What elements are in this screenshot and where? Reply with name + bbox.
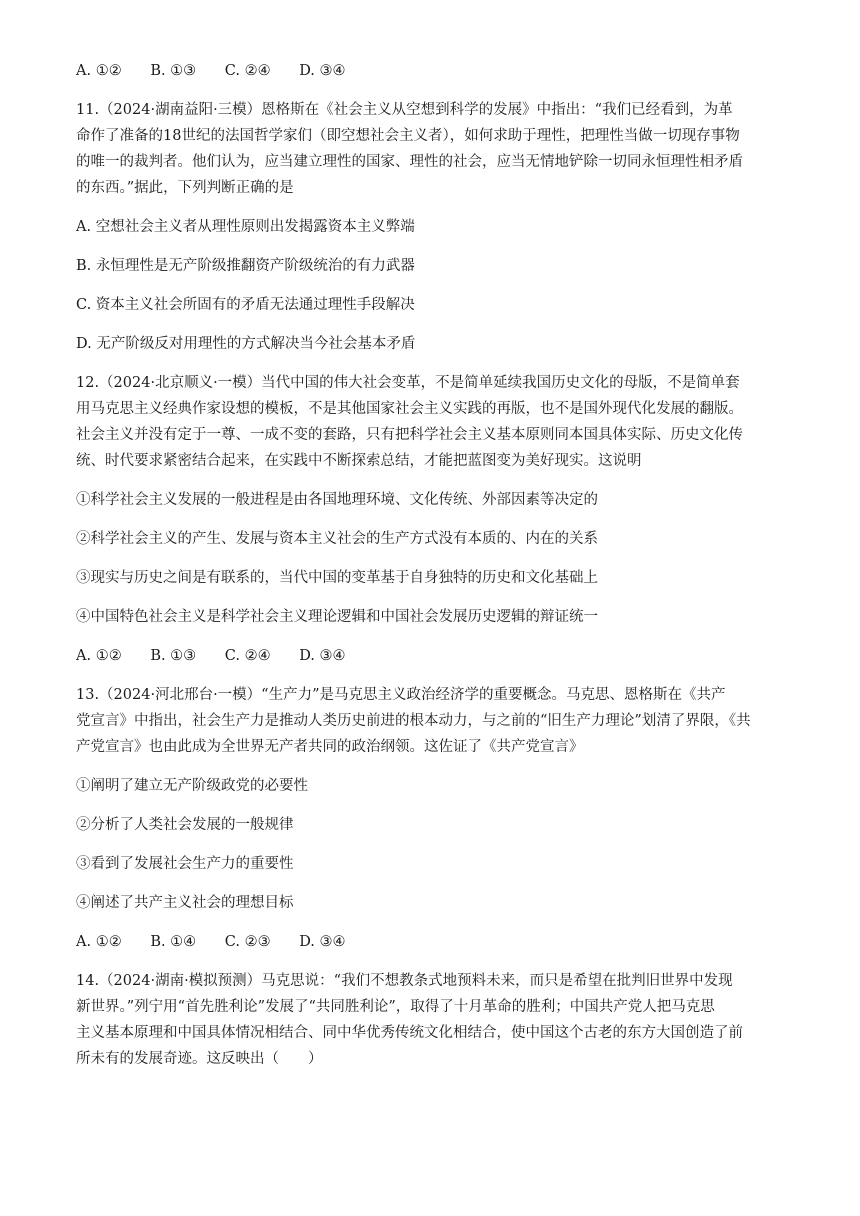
q10-option-b[interactable]: B. ①③ — [150, 63, 197, 79]
q11-choice-c[interactable]: C. 资本主义社会所固有的矛盾无法通过理性手段解决 — [76, 297, 415, 313]
q13-option-a[interactable]: A. ①② — [76, 934, 122, 950]
q10-option-d[interactable]: D. ③④ — [299, 63, 346, 79]
q12-stem-line: 统、时代要求紧密结合起来，在实践中不断探索总结，才能把蓝图变为美好现实。这说明 — [76, 453, 642, 469]
q12-statement-1: ①科学社会主义发展的一般进程是由各国地理环境、文化传统、外部因素等决定的 — [76, 492, 598, 508]
exam-page — [76, 58, 786, 1072]
q13-statement-4: ④阐述了共产主义社会的理想目标 — [76, 895, 294, 911]
q11-choice-d[interactable]: D. 无产阶级反对用理性的方式解决当今社会基本矛盾 — [76, 336, 416, 352]
q14-stem-line: 14.（2024·湖南·模拟预测）马克思说：“我们不想教条式地预料未来，而只是希望在批判旧世界中发现 — [76, 973, 733, 989]
q12-option-d[interactable]: D. ③④ — [299, 648, 346, 664]
q11-choice-a[interactable]: A. 空想社会主义者从理性原则出发揭露资本主义弊端 — [76, 219, 415, 235]
q12-stem-line: 社会主义并没有定于一尊、一成不变的套路，只有把科学社会主义基本原则同本国具体实际、历史文化传 — [76, 427, 743, 443]
question-13 — [76, 682, 786, 955]
q14-stem-line: 主义基本原理和中国具体情况相结合、同中华优秀传统文化相结合，使中国这个古老的东方大国创造了前 — [76, 1025, 743, 1041]
q13-statement-2: ②分析了人类社会发展的一般规律 — [76, 817, 294, 833]
q12-option-a[interactable]: A. ①② — [76, 648, 122, 664]
q11-stem-line: 11.（2024·湖南益阳·三模）恩格斯在《社会主义从空想到科学的发展》中指出：“我们已经看到，为革 — [76, 102, 733, 118]
q10-options — [76, 58, 786, 84]
q13-stem-line: 产党宣言》也由此成为全世界无产者共同的政治纲领。这佐证了《共产党宣言》 — [76, 739, 584, 755]
question-14 — [76, 968, 786, 1072]
q13-statement-1: ①阐明了建立无产阶级政党的必要性 — [76, 778, 308, 794]
q13-statement-3: ③看到了发展社会生产力的重要性 — [76, 856, 294, 872]
q12-option-c[interactable]: C. ②④ — [224, 648, 271, 664]
q12-statement-4: ④中国特色社会主义是科学社会主义理论逻辑和中国社会发展历史逻辑的辩证统一 — [76, 609, 598, 625]
q11-choice-b[interactable]: B. 永恒理性是无产阶级推翻资产阶级统治的有力武器 — [76, 258, 415, 274]
q12-statement-2: ②科学社会主义的产生、发展与资本主义社会的生产方式没有本质的、内在的关系 — [76, 531, 598, 547]
q10-option-c[interactable]: C. ②④ — [224, 63, 271, 79]
q13-option-c[interactable]: C. ②③ — [224, 934, 271, 950]
q11-stem-line: 的东西。”据此，下列判断正确的是 — [76, 180, 294, 196]
q13-option-d[interactable]: D. ③④ — [299, 934, 346, 950]
q12-option-b[interactable]: B. ①③ — [150, 648, 197, 664]
q12-options — [76, 643, 786, 669]
q14-stem-line: 所未有的发展奇迹。这反映出（ ） — [76, 1051, 323, 1067]
q14-stem-line: 新世界。”列宁用“首先胜利论”发展了“共同胜利论”，取得了十月革命的胜利；中国共产党人把马克思 — [76, 999, 715, 1015]
q10-option-a[interactable]: A. ①② — [76, 63, 122, 79]
q13-stem-line: 13.（2024·河北邢台·一模）“生产力”是马克思主义政治经济学的重要概念。马克思、恩格斯在《共产 — [76, 687, 726, 703]
question-11 — [76, 97, 786, 357]
q13-stem-line: 党宣言》中指出，社会生产力是推动人类历史前进的根本动力，与之前的“旧生产力理论”划清了界限，《共 — [76, 713, 751, 729]
q12-statement-3: ③现实与历史之间是有联系的，当代中国的变革基于自身独特的历史和文化基础上 — [76, 570, 598, 586]
question-12 — [76, 370, 786, 669]
q13-option-b[interactable]: B. ①④ — [150, 934, 197, 950]
q13-options — [76, 929, 786, 955]
q12-stem-line: 用马克思主义经典作家设想的模板，不是其他国家社会主义实践的再版，也不是国外现代化发展的翻版。 — [76, 401, 743, 417]
q11-stem-line: 命作了准备的18世纪的法国哲学家们（即空想社会主义者），如何求助于理性，把理性当做一切现存事物 — [76, 128, 740, 144]
q12-stem-line: 12.（2024·北京顺义·一模）当代中国的伟大社会变革，不是简单延续我国历史文化的母版，不是简单套 — [76, 375, 740, 391]
q11-stem-line: 的唯一的裁判者。他们认为，应当建立理性的国家、理性的社会，应当无情地铲除一切同永恒理性相矛盾 — [76, 154, 743, 170]
